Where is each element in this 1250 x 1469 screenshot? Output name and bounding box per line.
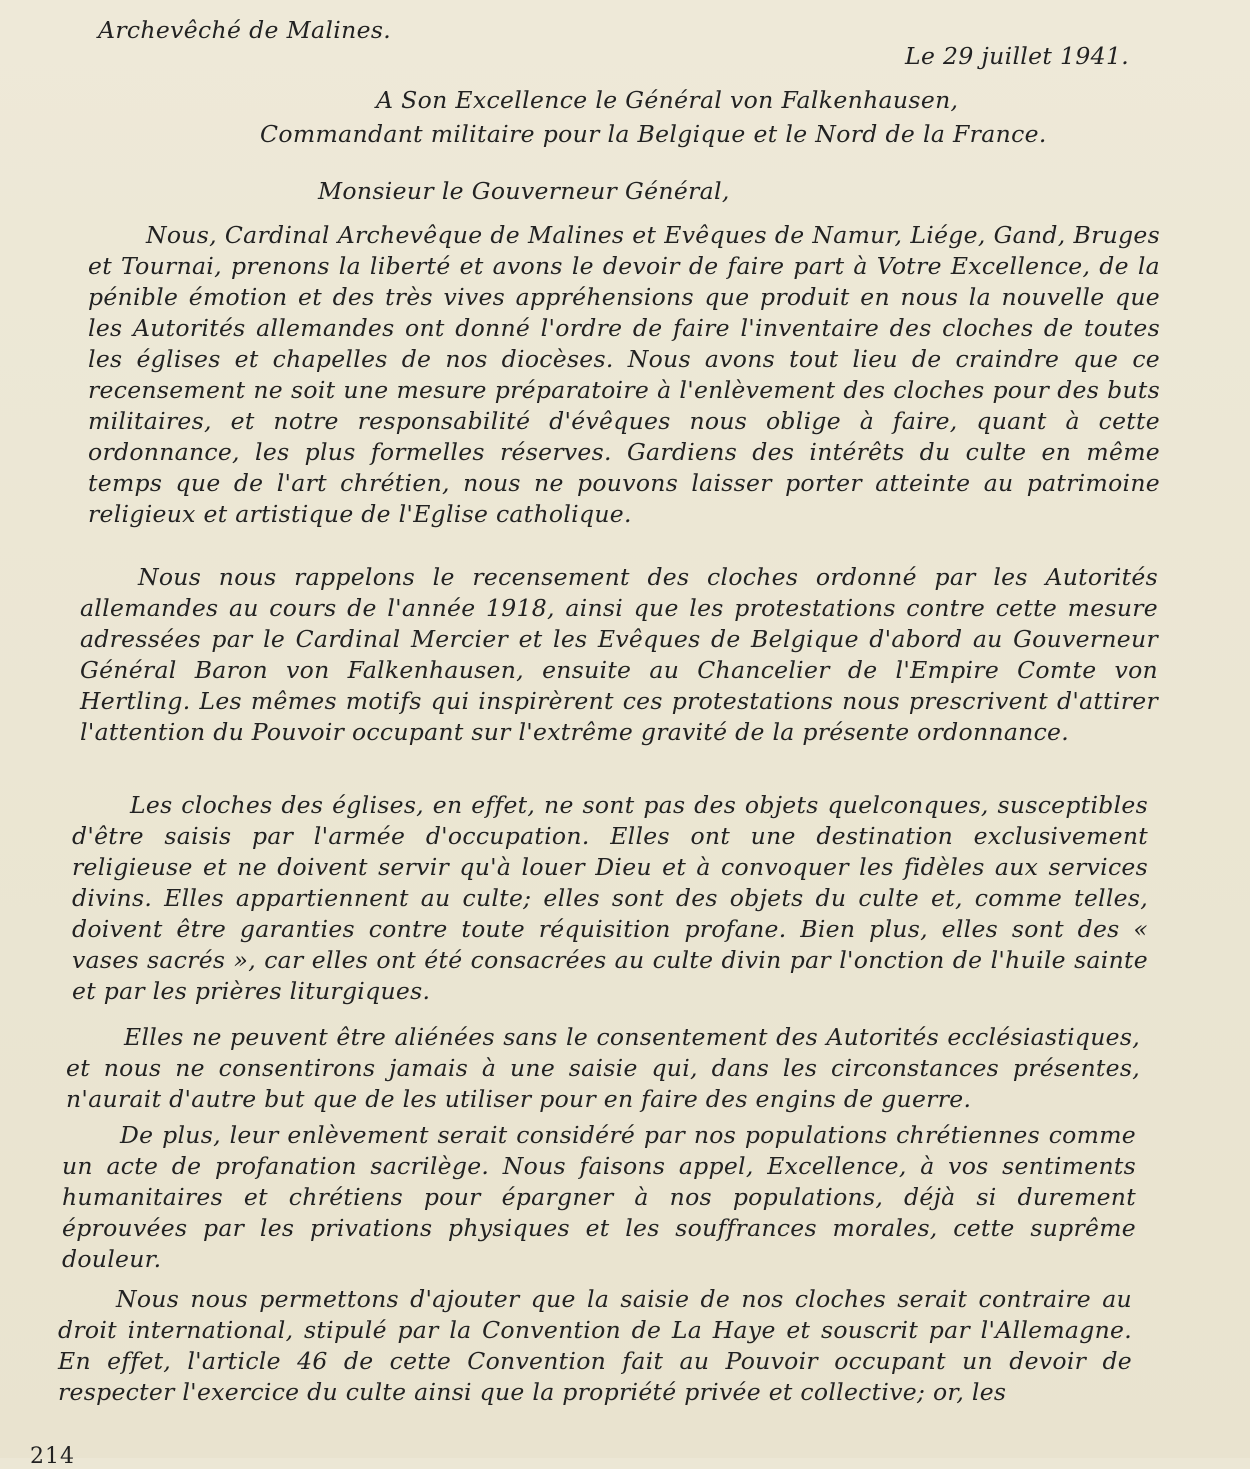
salutation: Monsieur le Gouverneur Général,	[318, 177, 730, 205]
letter-origin: Archevêché de Malines.	[98, 16, 392, 44]
recipient-line-1: A Son Excellence le Général von Falkenhausen,	[376, 86, 959, 114]
recipient-line-2: Commandant militaire pour la Belgique et le Nord de la France.	[260, 120, 1047, 148]
paragraph-6: Nous nous permettons d'ajouter que la saisie de nos cloches serait contraire au droit international, stipulé par la Convention de La Haye et souscrit par l'Allemagne. En effet, l'article 46 de cette Convention fait au Pouvoir occupant un devoir de respecter l'exercice du culte ainsi que la propriété privée et collective; or, les	[58, 1285, 1132, 1406]
paragraph-1: Nous, Cardinal Archevêque de Malines et Evêques de Namur, Liége, Gand, Bruges et Tournai, prenons la liberté et avons le devoir de faire part à Votre Excellence, de la pénible émotion et des très vives appréhensions que produit en nous la nouvelle que les Autorités allemandes ont donné l'ordre de faire l'inventaire des cloches de toutes les églises et chapelles de nos diocèses. Nous avons tout lieu de craindre que ce recensement ne soit une mesure préparatoire à l'enlèvement des cloches pour des buts militaires, et notre responsabilité d'évêques nous oblige à faire, quant à cette ordonnance, les plus formelles réserves. Gardiens des intérêts du culte en même temps que de l'art chrétien, nous ne pouvons laisser porter atteinte au patrimoine religieux et artistique de l'Eglise catholique.	[88, 221, 1160, 528]
paragraph-2: Nous nous rappelons le recensement des cloches ordonné par les Autorités allemandes au cours de l'année 1918, ainsi que les protestations contre cette mesure adressées par le Cardinal Mercier et les Evêques de Belgique d'abord au Gouverneur Général Baron von Falkenhausen, ensuite au Chancelier de l'Empire Comte von Hertling. Les mêmes motifs qui inspirèrent ces protestations nous prescrivent d'attirer l'attention du Pouvoir occupant sur l'extrême gravité de la présente ordonnance.	[80, 563, 1158, 746]
paragraph-5: De plus, leur enlèvement serait considéré par nos populations chrétiennes comme un acte de profanation sacrilège. Nous faisons appel, Excellence, à vos sentiments humanitaires et chrétiens pour épargner à nos populations, déjà si durement éprouvées par les privations physiques et les souffrances morales, cette suprême douleur.	[62, 1121, 1136, 1273]
paragraph-3: Les cloches des églises, en effet, ne sont pas des objets quelconques, susceptibles d'être saisis par l'armée d'occupation. Elles ont une destination exclusivement religieuse et ne doivent servir qu'à louer Dieu et à convoquer les fidèles aux services divins. Elles appartiennent au culte; elles sont des objets du culte et, comme telles, doivent être garanties contre toute réquisition profane. Bien plus, elles sont des « vases sacrés », car elles ont été consacrées au culte divin par l'onction de l'huile sainte et par les prières liturgiques.	[72, 791, 1148, 1005]
letter-date: Le 29 juillet 1941.	[905, 42, 1130, 70]
paragraph-4: Elles ne peuvent être aliénées sans le consentement des Autorités ecclésiastiques, et nous ne consentirons jamais à une saisie qui, dans les circonstances présentes, n'aurait d'autre but que de les utiliser pour en faire des engins de guerre.	[66, 1023, 1140, 1113]
page-number: 214	[30, 1444, 75, 1469]
